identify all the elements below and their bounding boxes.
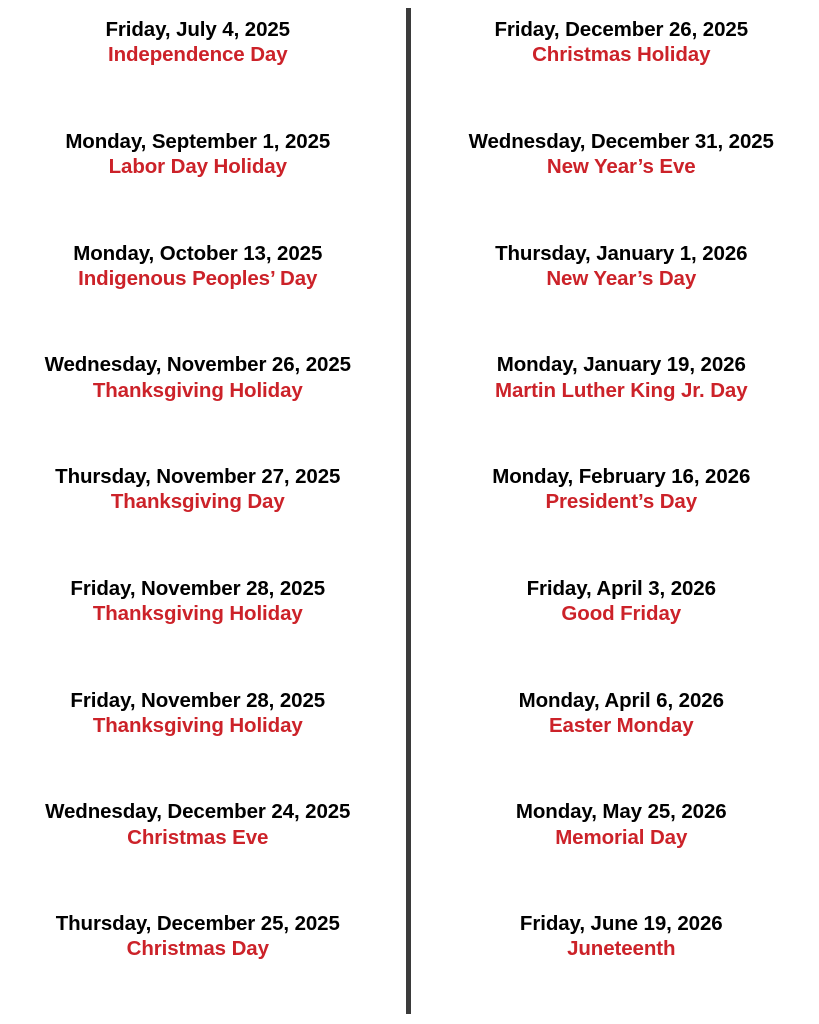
holiday-date: Monday, February 16, 2026 (492, 465, 751, 489)
holiday-name: Christmas Holiday (532, 43, 711, 67)
holiday-entry (0, 130, 396, 242)
holiday-date: Friday, April 3, 2026 (526, 576, 716, 600)
holiday-entry (0, 577, 396, 689)
holiday-date: Thursday, January 1, 2026 (495, 241, 748, 265)
holiday-date: Monday, January 19, 2026 (496, 353, 746, 377)
holiday-date: Wednesday, November 26, 2025 (44, 353, 351, 377)
holiday-list-right (410, 18, 819, 1024)
holiday-date: Friday, December 26, 2025 (494, 18, 749, 41)
holiday-entry (424, 18, 819, 130)
column-divider (406, 8, 411, 1014)
holiday-entry (424, 689, 819, 801)
holiday-name: President’s Day (545, 490, 698, 514)
holiday-name: Labor Day Holiday (108, 154, 287, 178)
holiday-name: New Year’s Eve (546, 154, 696, 178)
holiday-date: Friday, June 19, 2026 (519, 912, 723, 936)
holiday-name: Good Friday (561, 602, 682, 626)
holiday-entry (0, 465, 396, 577)
holiday-date: Monday, September 1, 2025 (65, 129, 331, 153)
holiday-name: Easter Monday (548, 713, 694, 737)
holiday-entry (424, 130, 819, 242)
holiday-date: Monday, May 25, 2026 (515, 800, 727, 824)
holiday-name: Thanksgiving Holiday (92, 378, 303, 402)
holiday-date: Monday, April 6, 2026 (518, 688, 724, 712)
holiday-entry (424, 912, 819, 1024)
holiday-entry (424, 242, 819, 354)
holiday-date: Wednesday, December 31, 2025 (468, 129, 774, 153)
holiday-name: Thanksgiving Holiday (92, 602, 303, 626)
holiday-date: Wednesday, December 24, 2025 (45, 800, 351, 824)
holiday-entry (424, 577, 819, 689)
holiday-entry (0, 353, 396, 465)
holiday-name: Indigenous Peoples’ Day (78, 266, 318, 290)
holiday-entry (0, 912, 396, 1024)
holiday-date: Friday, November 28, 2025 (70, 688, 326, 712)
holiday-name: Christmas Eve (127, 825, 269, 849)
holiday-date: Thursday, December 25, 2025 (55, 912, 340, 936)
holiday-date: Friday, November 28, 2025 (70, 576, 326, 600)
holiday-entry (424, 800, 819, 912)
holiday-name: Independence Day (107, 43, 288, 67)
holiday-name: Christmas Day (126, 937, 269, 961)
holiday-name: Thanksgiving Holiday (92, 713, 303, 737)
holiday-entry (0, 800, 396, 912)
holiday-entry (0, 242, 396, 354)
holiday-name: Juneteenth (567, 937, 676, 961)
holiday-date: Friday, July 4, 2025 (105, 18, 290, 41)
holiday-name: Martin Luther King Jr. Day (494, 378, 748, 402)
holiday-entry (0, 18, 396, 130)
holiday-entry (0, 689, 396, 801)
holiday-date: Monday, October 13, 2025 (73, 241, 323, 265)
holiday-name: New Year’s Day (546, 266, 697, 290)
holiday-entry (424, 353, 819, 465)
holiday-name: Thanksgiving Day (110, 490, 285, 514)
holiday-entry (424, 465, 819, 577)
holiday-list-left (0, 18, 410, 1024)
holiday-date: Thursday, November 27, 2025 (55, 465, 341, 489)
holiday-name: Memorial Day (555, 825, 688, 849)
